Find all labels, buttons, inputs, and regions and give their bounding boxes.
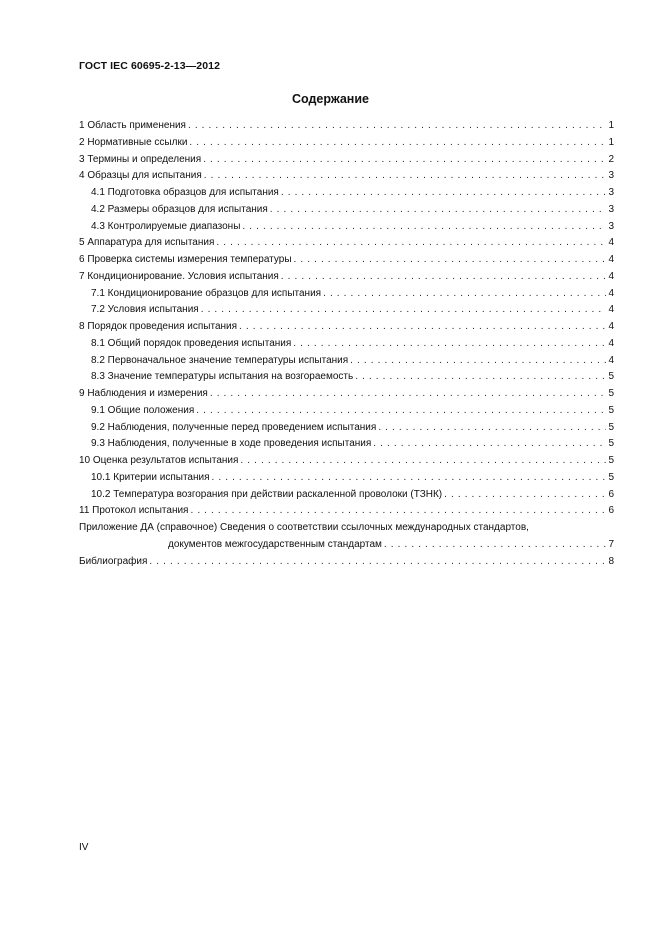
toc-appendix-subtitle: документов межгосударственным стандартам [168,538,382,550]
toc-entry[interactable] [79,386,614,403]
toc-entry-page: 3 [608,170,614,182]
toc-entry-title: 8.3 Значение температуры испытания на возгораемость [91,371,354,383]
toc-entry[interactable] [79,403,614,420]
page-footer-number: IV [79,842,89,853]
toc-entry-title: 8.2 Первоначальное значение температуры испытания [91,354,349,366]
toc-entry-page: 5 [608,438,614,450]
toc-leader-dots [190,503,606,520]
toc-entry-page: 4 [608,237,614,249]
toc-entry-page: 3 [608,187,614,198]
toc-entry-title: 9.1 Общие положения [91,404,195,416]
toc-leader-dots [378,420,606,437]
toc-entry-page: 5 [608,371,614,383]
toc-entry-page: 5 [608,471,614,483]
toc-entry[interactable] [79,135,614,152]
toc-entry-page: 5 [608,421,614,433]
toc-leader-dots [149,554,606,571]
document-header-code: ГОСТ IEC 60695-2-13—2012 [79,60,221,72]
toc-leader-dots [293,336,606,353]
toc-entry[interactable] [79,420,614,437]
toc-entry-page: 4 [608,270,614,282]
toc-entry-title: 2 Нормативные ссылки [79,136,188,148]
toc-entry-page: 4 [608,354,614,366]
toc-leader-dots [239,319,606,336]
toc-leader-dots [188,118,606,135]
toc-entry-title: 10.1 Критерии испытания [91,471,210,483]
toc-leader-dots [444,487,606,504]
toc-entry-page: 3 [608,220,614,232]
toc-leader-dots [212,470,607,487]
toc-entry[interactable] [79,336,614,353]
toc-entry-title: 4.3 Контролируемые диапазоны [91,220,241,232]
toc-leader-dots [240,453,606,470]
toc-entry[interactable] [79,369,614,386]
toc-leader-dots [355,369,606,386]
toc-entry[interactable] [79,286,614,303]
toc-entry-page: 4 [608,337,614,349]
toc-entry-page: 3 [608,203,614,215]
toc-entry-title: 10.2 Температура возгорания при действии раскаленной проволоки (ТЗНК) [91,488,443,500]
toc-entry[interactable] [79,503,614,520]
toc-leader-dots [204,168,606,185]
toc-entry-page: 4 [608,287,614,299]
toc-entry-page: 5 [608,404,614,416]
toc-entry-title: 3 Термины и определения [79,153,202,165]
toc-appendix-line1[interactable] [79,520,614,537]
toc-entry-page: 6 [608,488,614,500]
toc-entry-title: 5 Аппаратура для испытания [79,237,215,249]
toc-leader-dots [203,152,606,169]
toc-entry-title: 4.1 Подготовка образцов для испытания [91,187,279,198]
toc-leader-dots [210,386,606,403]
toc-entry[interactable] [79,202,614,219]
toc-leader-dots [216,235,606,252]
toc-leader-dots [294,252,606,269]
toc-leader-dots [196,403,606,420]
toc-entry[interactable] [79,118,614,135]
toc-leader-dots [201,302,606,319]
toc-entry-title: 6 Проверка системы измерения температуры [79,254,292,265]
toc-entry[interactable] [79,487,614,504]
toc-leader-dots [189,135,606,152]
toc-entry-title: 4.2 Размеры образцов для испытания [91,203,268,215]
toc-entry[interactable] [79,269,614,286]
toc-entries [79,118,614,520]
toc-entry-page: 6 [608,505,614,517]
toc-entry[interactable] [79,353,614,370]
toc-entry[interactable] [79,185,614,202]
toc-appendix-page: 7 [608,538,614,550]
toc-leader-dots [242,219,606,236]
toc-entry[interactable] [79,453,614,470]
toc-entry-page: 5 [608,388,614,399]
toc-entry[interactable] [79,252,614,269]
toc-appendix-line2[interactable] [79,537,614,554]
toc-entry-title: 4 Образцы для испытания [79,170,202,182]
toc-appendix-title: Приложение ДА (справочное) Сведения о соответствии ссылочных международных стандартов, [79,522,529,533]
toc-entry-title: 9.2 Наблюдения, полученные перед проведением испытания [91,421,377,433]
toc-entry[interactable] [79,168,614,185]
toc-entry-title: 8 Порядок проведения испытания [79,321,238,332]
toc-entry-title: 9.3 Наблюдения, полученные в ходе проведения испытания [91,438,372,450]
toc-entry-title: 1 Область применения [79,120,186,131]
toc-entry-page: 4 [608,321,614,332]
toc-entry[interactable] [79,436,614,453]
toc-entry[interactable] [79,219,614,236]
toc-entry-title: 11 Протокол испытания [79,505,189,517]
toc-leader-dots [270,202,606,219]
toc-entry-title: 9 Наблюдения и измерения [79,388,208,399]
toc-entry-title: 10 Оценка результатов испытания [79,455,239,466]
toc-entry-page: 4 [608,304,614,316]
toc-title: Содержание [291,92,369,106]
toc-entry-page: 5 [608,455,614,466]
toc-entry-page: 1 [608,136,614,148]
toc-entry[interactable] [79,235,614,252]
toc-entry[interactable] [79,319,614,336]
toc-leader-dots [373,436,606,453]
toc-bibliography[interactable] [79,554,614,571]
toc-entry[interactable] [79,302,614,319]
toc-entry-page: 4 [608,254,614,265]
toc-entry-title: 7.2 Условия испытания [91,304,199,316]
toc-entry-title: 8.1 Общий порядок проведения испытания [91,337,292,349]
table-of-contents [79,118,614,570]
toc-leader-dots [384,537,606,554]
toc-entry-title: 7 Кондиционирование. Условия испытания [79,270,279,282]
toc-leader-dots [323,286,606,303]
toc-entry-page: 2 [608,153,614,165]
toc-entry[interactable] [79,152,614,169]
toc-entry-title: 7.1 Кондиционирование образцов для испытания [91,287,322,299]
toc-bibliography-page: 8 [608,555,614,567]
toc-leader-dots [281,269,606,286]
toc-bibliography-text: Библиография [79,555,148,567]
toc-leader-dots [281,185,606,202]
toc-entry-page: 1 [608,120,614,131]
toc-leader-dots [350,353,606,370]
toc-entry[interactable] [79,470,614,487]
